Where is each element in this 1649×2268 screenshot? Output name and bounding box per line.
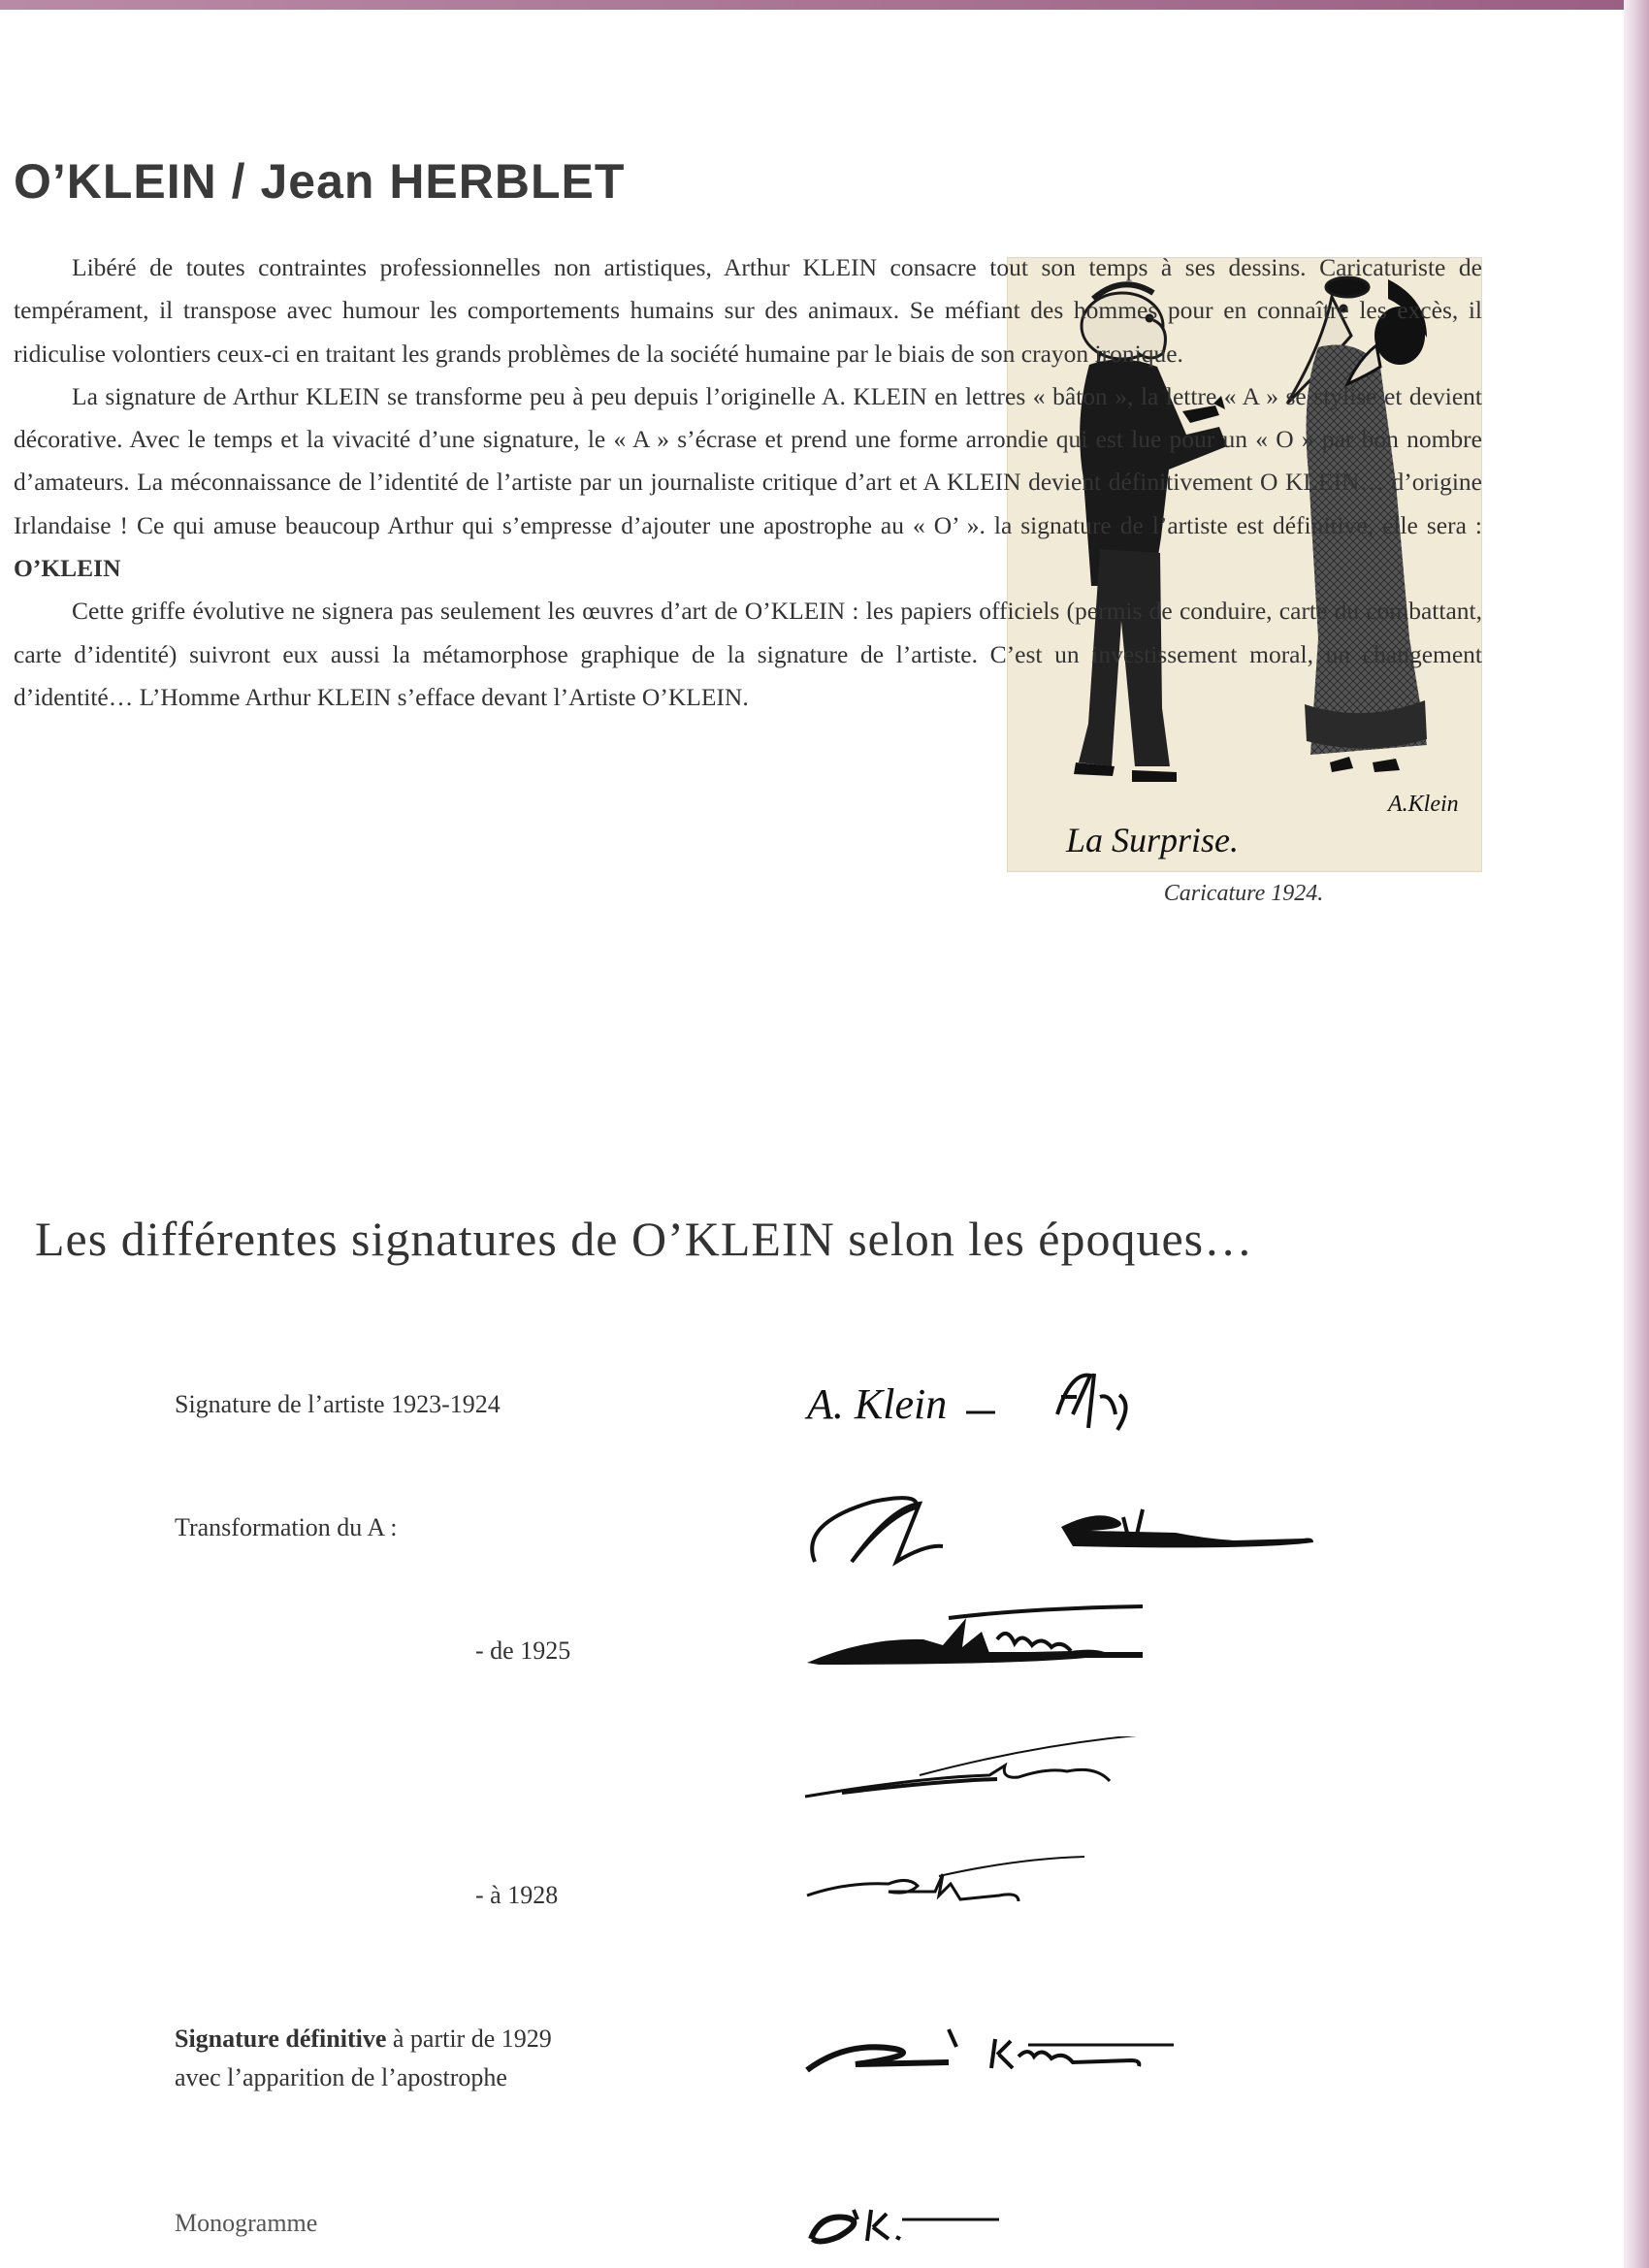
article-paragraph	[14, 246, 1482, 375]
article-paragraph	[14, 375, 1482, 590]
page-right-edge	[1624, 0, 1649, 2268]
page-top-border	[0, 0, 1649, 10]
definitive-label-line2: avec l’apparition de l’apostrophe	[175, 2063, 507, 2091]
paragraph-text: Libéré de toutes contraintes professionnelles non artistiques, Arthur KLEIN consacre tout son temps à ses dessins. Caricaturiste de tempérament, il transpose avec humour les comportements humains sur des animaux. Se méfiant des hommes pour en connaître les excès, il ridiculise volontiers ceux-ci en traitant les grands problèmes de la société humaine par le biais de son crayon ironique.	[14, 253, 1482, 368]
signature-transition-image	[803, 1736, 1211, 1804]
signature-row-label: Transformation du A :	[175, 1513, 398, 1541]
signature-1923-1924-image	[803, 1368, 1191, 1445]
article-body	[14, 246, 1482, 719]
signature-1923-text: A. Klein	[807, 1380, 948, 1428]
figure-caption: Caricature 1924.	[1163, 881, 1324, 906]
signature-row-label: - de 1925	[475, 1636, 571, 1665]
final-signature-name: O’KLEIN	[14, 554, 121, 583]
signature-row-label: Signature de l’artiste 1923-1924	[175, 1390, 501, 1418]
signature-row-label: Monogramme	[175, 2209, 318, 2237]
signature-transformation-a-image	[803, 1484, 1346, 1581]
drawing-handwritten-title: La Surprise.	[1066, 821, 1240, 859]
definitive-label-rest: à partir de 1929	[386, 2025, 552, 2053]
article-paragraph	[14, 590, 1482, 719]
signature-1928-image	[803, 1855, 1094, 1913]
signature-row-label: - à 1928	[475, 1881, 559, 1909]
paragraph-text: La signature de Arthur KLEIN se transforme peu à peu depuis l’originelle A. KLEIN en lettres « bâton », la lettre « A » se stylise et devient décorative. Avec le temps et la vivacité d’une signature, le « A » s’écrase et prend une forme arrondie qui est lue pour un « O » par bon nombre d’amateurs. La méconnaissance de l’identité de l’artiste par un journaliste critique d’art et A KLEIN devient définitivement O KLEIN… d’origine Irlandaise ! Ce qui amuse beaucoup Arthur qui s’empresse d’ajouter une apostrophe au « O’ ». la signature de l’artiste est définitive, elle sera :	[14, 381, 1482, 539]
page-title: O’KLEIN / Jean HERBLET	[14, 154, 626, 209]
definitive-label-bold: Signature définitive	[175, 2025, 387, 2053]
drawing-signature: A.Klein	[1388, 792, 1459, 817]
signature-row-label-definitive	[175, 2020, 552, 2097]
paragraph-text: Cette griffe évolutive ne signera pas seulement les œuvres d’art de O’KLEIN : les papiers officiels (permis de conduire, carte du combattant, carte d’identité) suivront eux aussi la métamorphose graphique de la signature de l’artiste. C’est un investissement moral, un changement d’identité… L’Homme Arthur KLEIN s’efface devant l’Artiste O’KLEIN.	[14, 597, 1482, 711]
signature-1925-image	[803, 1601, 1172, 1688]
signature-1929-image	[803, 2018, 1191, 2086]
monogram-image	[803, 2196, 1017, 2254]
signatures-section-title: Les différentes signatures de O’KLEIN selon les époques…	[35, 1212, 1254, 1266]
